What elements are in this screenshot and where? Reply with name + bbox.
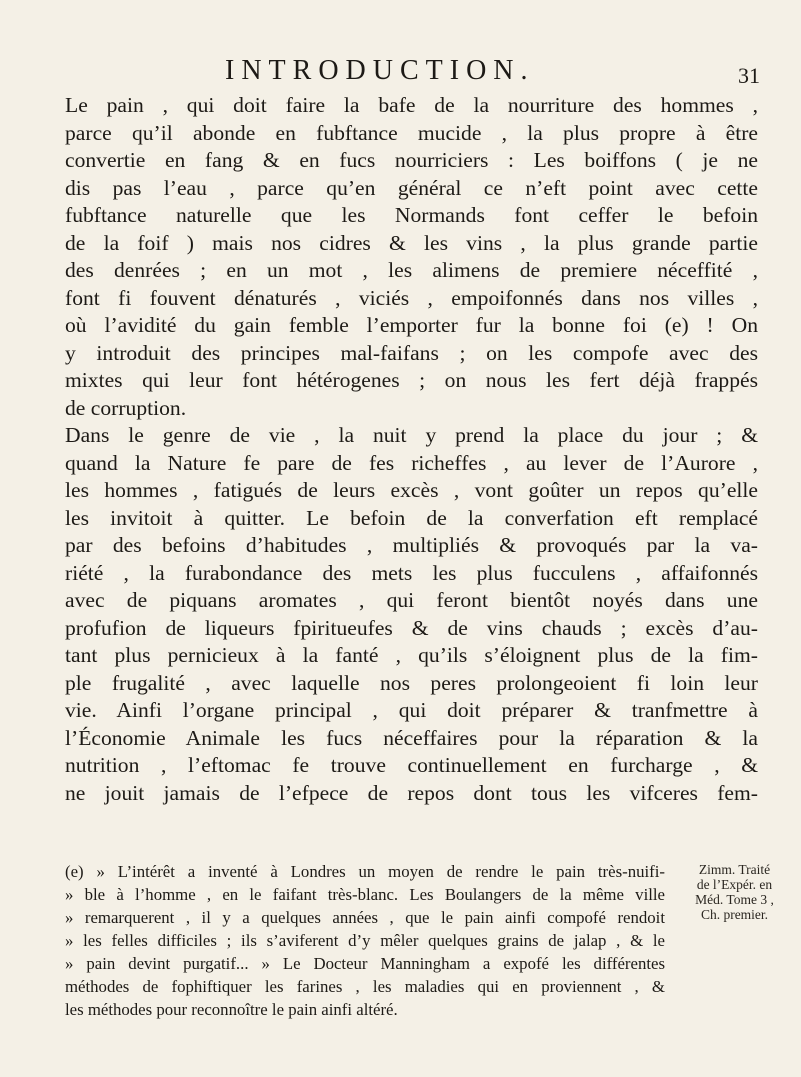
text-line: les hommes , fatigués de leurs excès , vont goûter un repos qu’elle	[65, 478, 758, 502]
citation-line: de l’Expér. en	[696, 877, 773, 892]
text-line: tant plus pernicieux à la fanté , qu’ils s’éloignent plus de la fim-	[65, 643, 758, 667]
text-line: vie. Ainfi l’organe principal , qui doit préparer & tranfmettre à	[65, 698, 758, 722]
text-line: des denrées ; en un mot , les alimens de premiere néceffité ,	[65, 258, 758, 282]
footnote-line: » remarquerent , il y a quelques années , que le pain ainfi compofé rendoit	[65, 908, 665, 927]
text-line: profufion de liqueurs fpiritueufes & de vins chauds ; excès d’au-	[65, 615, 758, 640]
text-line: où l’avidité du gain femble l’emporter fur la bonne foi (e) ! On	[65, 313, 758, 337]
margin-citation	[672, 862, 797, 922]
footnote-line: » ble à l’homme , en le faifant très-blanc. Les Boulangers de la même ville	[65, 885, 665, 904]
text-line: par des befoins d’habitudes , multipliés & provoqués par la va-	[65, 533, 758, 557]
text-line: ple frugalité , avec laquelle nos peres prolongeoient fi loin leur	[65, 670, 758, 695]
text-line: mixtes qui leur font hétérogenes ; on nous les fert déjà frappés	[65, 368, 758, 392]
text-line: fubftance naturelle que les Normands font ceffer le befoin	[65, 203, 758, 227]
text-line: quand la Nature fe pare de fes richeffes , au lever de l’Aurore ,	[65, 450, 758, 475]
page-header	[60, 55, 760, 95]
text-line: y introduit des principes mal-faifans ; on les compofe avec des	[65, 340, 758, 365]
text-line: riété , la furabondance des mets les plus fucculens , affaifonnés	[65, 560, 758, 585]
text-line: convertie en fang & en fucs nourriciers : Les boiffons ( je ne	[65, 148, 758, 172]
text-line: ne jouit jamais de l’efpece de repos dont tous les vifceres fem-	[65, 780, 758, 805]
citation-line: Méd. Tome 3 ,	[695, 892, 774, 907]
text-line: font fi fouvent dénaturés , viciés , empoifonnés dans nos villes ,	[65, 285, 758, 310]
text-line: dis pas l’eau , parce qu’en général ce n’eft point avec cette	[65, 175, 758, 200]
page-number: 31	[738, 63, 760, 88]
text-line: de corruption.	[65, 395, 187, 420]
footnote-line: les méthodes pour reconnoître le pain ainfi altéré.	[65, 1000, 398, 1019]
text-line: Le pain , qui doit faire la bafe de la nourriture des hommes ,	[65, 93, 758, 117]
text-line: l’Économie Animale les fucs néceffaires pour la réparation & la	[65, 725, 758, 750]
text-line: parce qu’il abonde en fubftance mucide , la plus propre à être	[65, 120, 758, 145]
text-line: avec de piquans aromates , qui feront bientôt noyés dans une	[65, 588, 758, 612]
citation-line: Zimm. Traité	[698, 862, 771, 877]
text-line: les invitoit à quitter. Le befoin de la converfation eft remplacé	[65, 505, 758, 530]
main-text	[65, 92, 758, 807]
footnote-line: méthodes de fophiftiquer les farines , les maladies qui en proviennent , &	[65, 977, 665, 996]
footnote-line: (e) » L’intérêt a inventé à Londres un moyen de rendre le pain très-nuifi-	[65, 862, 665, 881]
running-title: INTRODUCTION.	[225, 55, 535, 86]
text-line: Dans le genre de vie , la nuit y prend la place du jour ; &	[65, 423, 758, 447]
text-line: de la foif ) mais nos cidres & les vins , la plus grande partie	[65, 230, 758, 255]
footnote	[65, 860, 665, 1021]
footnote-line: » les felles difficiles ; ils s’aviferent d’y mêler quelques grains de jalap , & le	[65, 931, 665, 950]
footnote-line: » pain devint purgatif... » Le Docteur Manningham a expofé les différentes	[65, 954, 665, 973]
citation-line: Ch. premier.	[700, 907, 769, 922]
text-line: nutrition , l’eftomac fe trouve continuellement en furcharge , &	[65, 753, 758, 777]
